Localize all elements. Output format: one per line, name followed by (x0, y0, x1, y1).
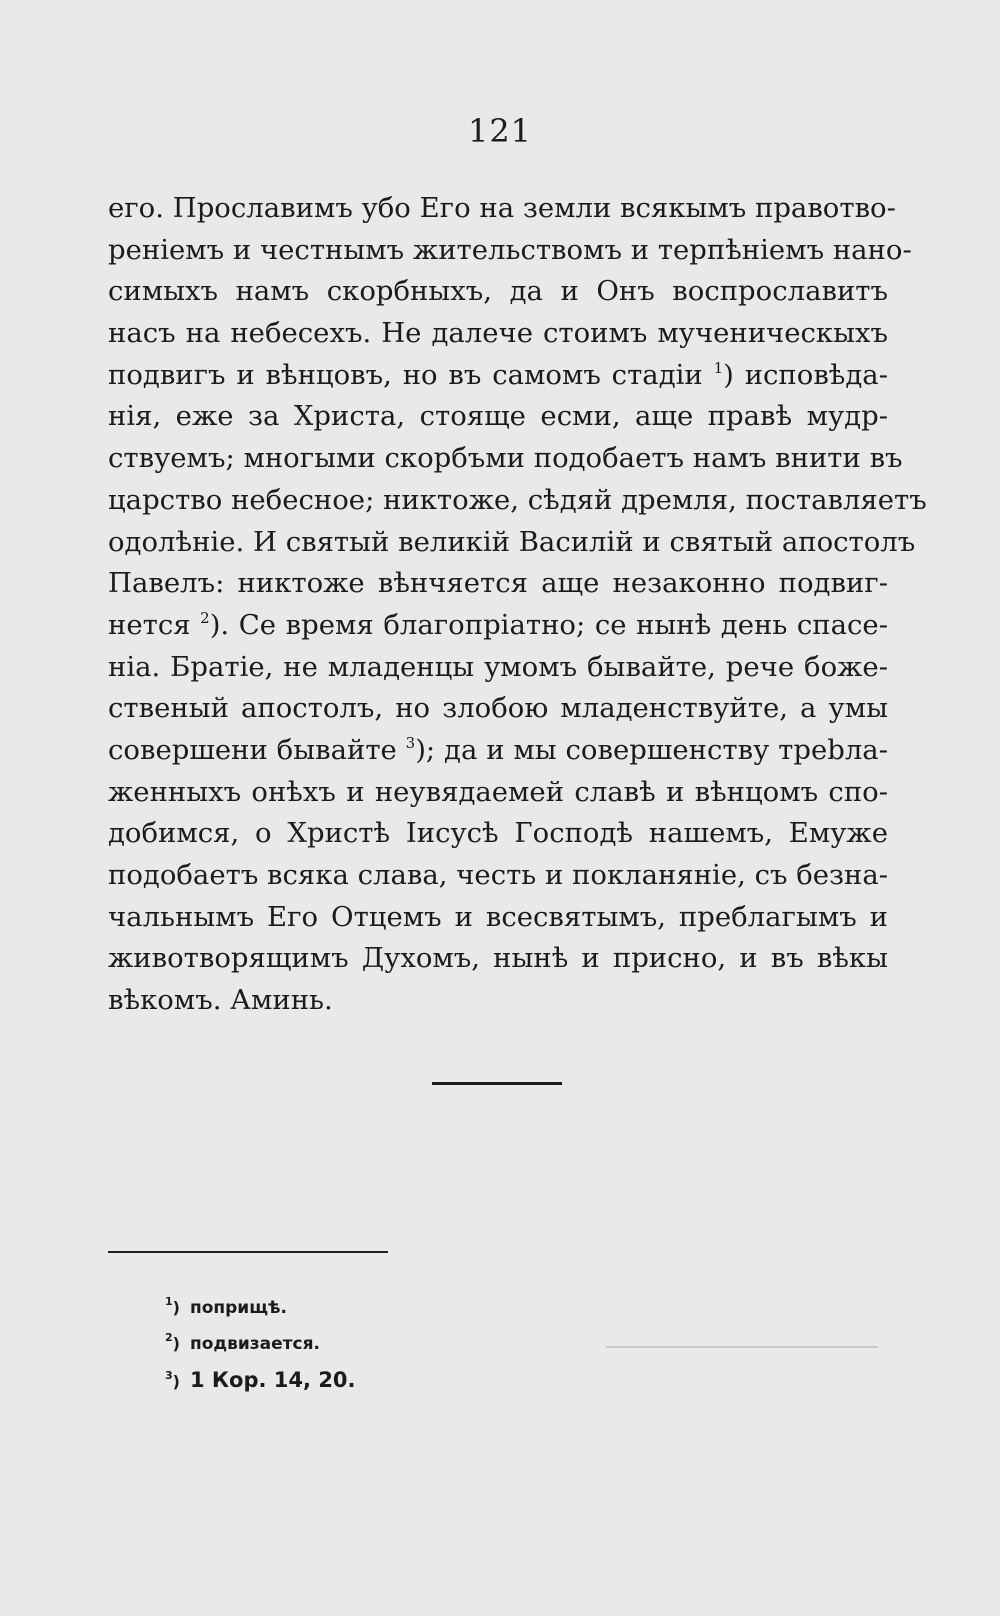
footnote-marker: $^1$) (165, 1295, 180, 1317)
text-line: добимся, о Христѣ Іисусѣ Господѣ нашемъ, Емуже (108, 817, 888, 850)
footnotes (165, 1290, 356, 1398)
text-fragment: совершени бывайте (108, 733, 406, 766)
text-line: насъ на небесехъ. Не далече стоимъ мученическыхъ (108, 317, 888, 350)
page-number: 121 (467, 112, 533, 150)
text-line (108, 605, 888, 647)
text-line: вѣкомъ. Аминь. (108, 984, 333, 1017)
text-line: нія, еже за Христа, стояще есми, аще правѣ мудр- (108, 400, 888, 433)
text-line: ствуемъ; многыми скорбъми подобаетъ намъ внити въ (108, 442, 903, 475)
text-line: симыхъ намъ скорбныхъ, да и Онъ воспрославитъ (108, 275, 888, 308)
footnote-text: подвизается. (189, 1334, 320, 1354)
footnote-reference: 1 (713, 358, 724, 377)
text-line: Павелъ: никтоже вѣнчяется аще незаконно подвиг- (108, 567, 888, 600)
footnote-number: 1 (165, 1295, 173, 1308)
text-fragment: ) исповѣда- (723, 358, 888, 391)
section-end-rule (432, 1082, 562, 1085)
footnote-rule (108, 1251, 388, 1253)
footnote-marker: $^2$) (165, 1331, 180, 1353)
text-line (108, 355, 888, 397)
text-fragment: ). Се время благопріатно; се нынѣ день спасе- (209, 608, 888, 641)
footnote (165, 1362, 356, 1398)
footnote (165, 1290, 356, 1326)
footnote-reference: 2 (200, 608, 210, 627)
text-line: женныхъ онѣхъ и неувядаемей славѣ и вѣнцомъ спо- (108, 775, 888, 808)
text-fragment: нется (108, 608, 201, 641)
text-line: чальнымъ Его Отцемъ и всесвятымъ, преблагымъ и (108, 900, 888, 933)
bleed-through-rule (606, 1346, 878, 1348)
text-line: его. Прославимъ убо Его на земли всякымъ правотво- (108, 192, 896, 224)
footnote-text: поприщѣ. (189, 1298, 287, 1318)
text-line: ніа. Братіе, не младенцы умомъ бывайте, рече боже- (108, 650, 888, 683)
footnote (165, 1326, 356, 1362)
text-line (108, 730, 888, 772)
text-fragment: подвигъ и вѣнцовъ, но въ самомъ стадіи (108, 358, 714, 391)
text-fragment: ); да и мы совершенству трebла- (415, 733, 888, 766)
footnote-number: 2 (165, 1331, 173, 1344)
text-line: одолѣніе. И святый великій Василій и святый апостолъ (108, 525, 916, 558)
footnote-text: 1 Кор. 14, 20. (189, 1368, 356, 1392)
footnote-marker: $^3$) (165, 1369, 180, 1391)
footnote-number: 3 (165, 1369, 173, 1382)
body-text (108, 188, 927, 1022)
text-line: подобаетъ всяка слава, честь и покланяніе, съ безна- (108, 859, 889, 891)
text-line: реніемъ и честнымъ жительствомъ и терпѣніемъ нано- (108, 233, 912, 266)
text-line: животворящимъ Духомъ, нынѣ и присно, и въ вѣкы (108, 942, 888, 975)
footnote-reference: 3 (405, 733, 416, 752)
text-line: ственый апостолъ, но злобою младенствуйте, а умы (108, 692, 888, 725)
text-line: царство небесное; никтоже, сѣдяй дремля, поставляетъ (108, 483, 927, 516)
